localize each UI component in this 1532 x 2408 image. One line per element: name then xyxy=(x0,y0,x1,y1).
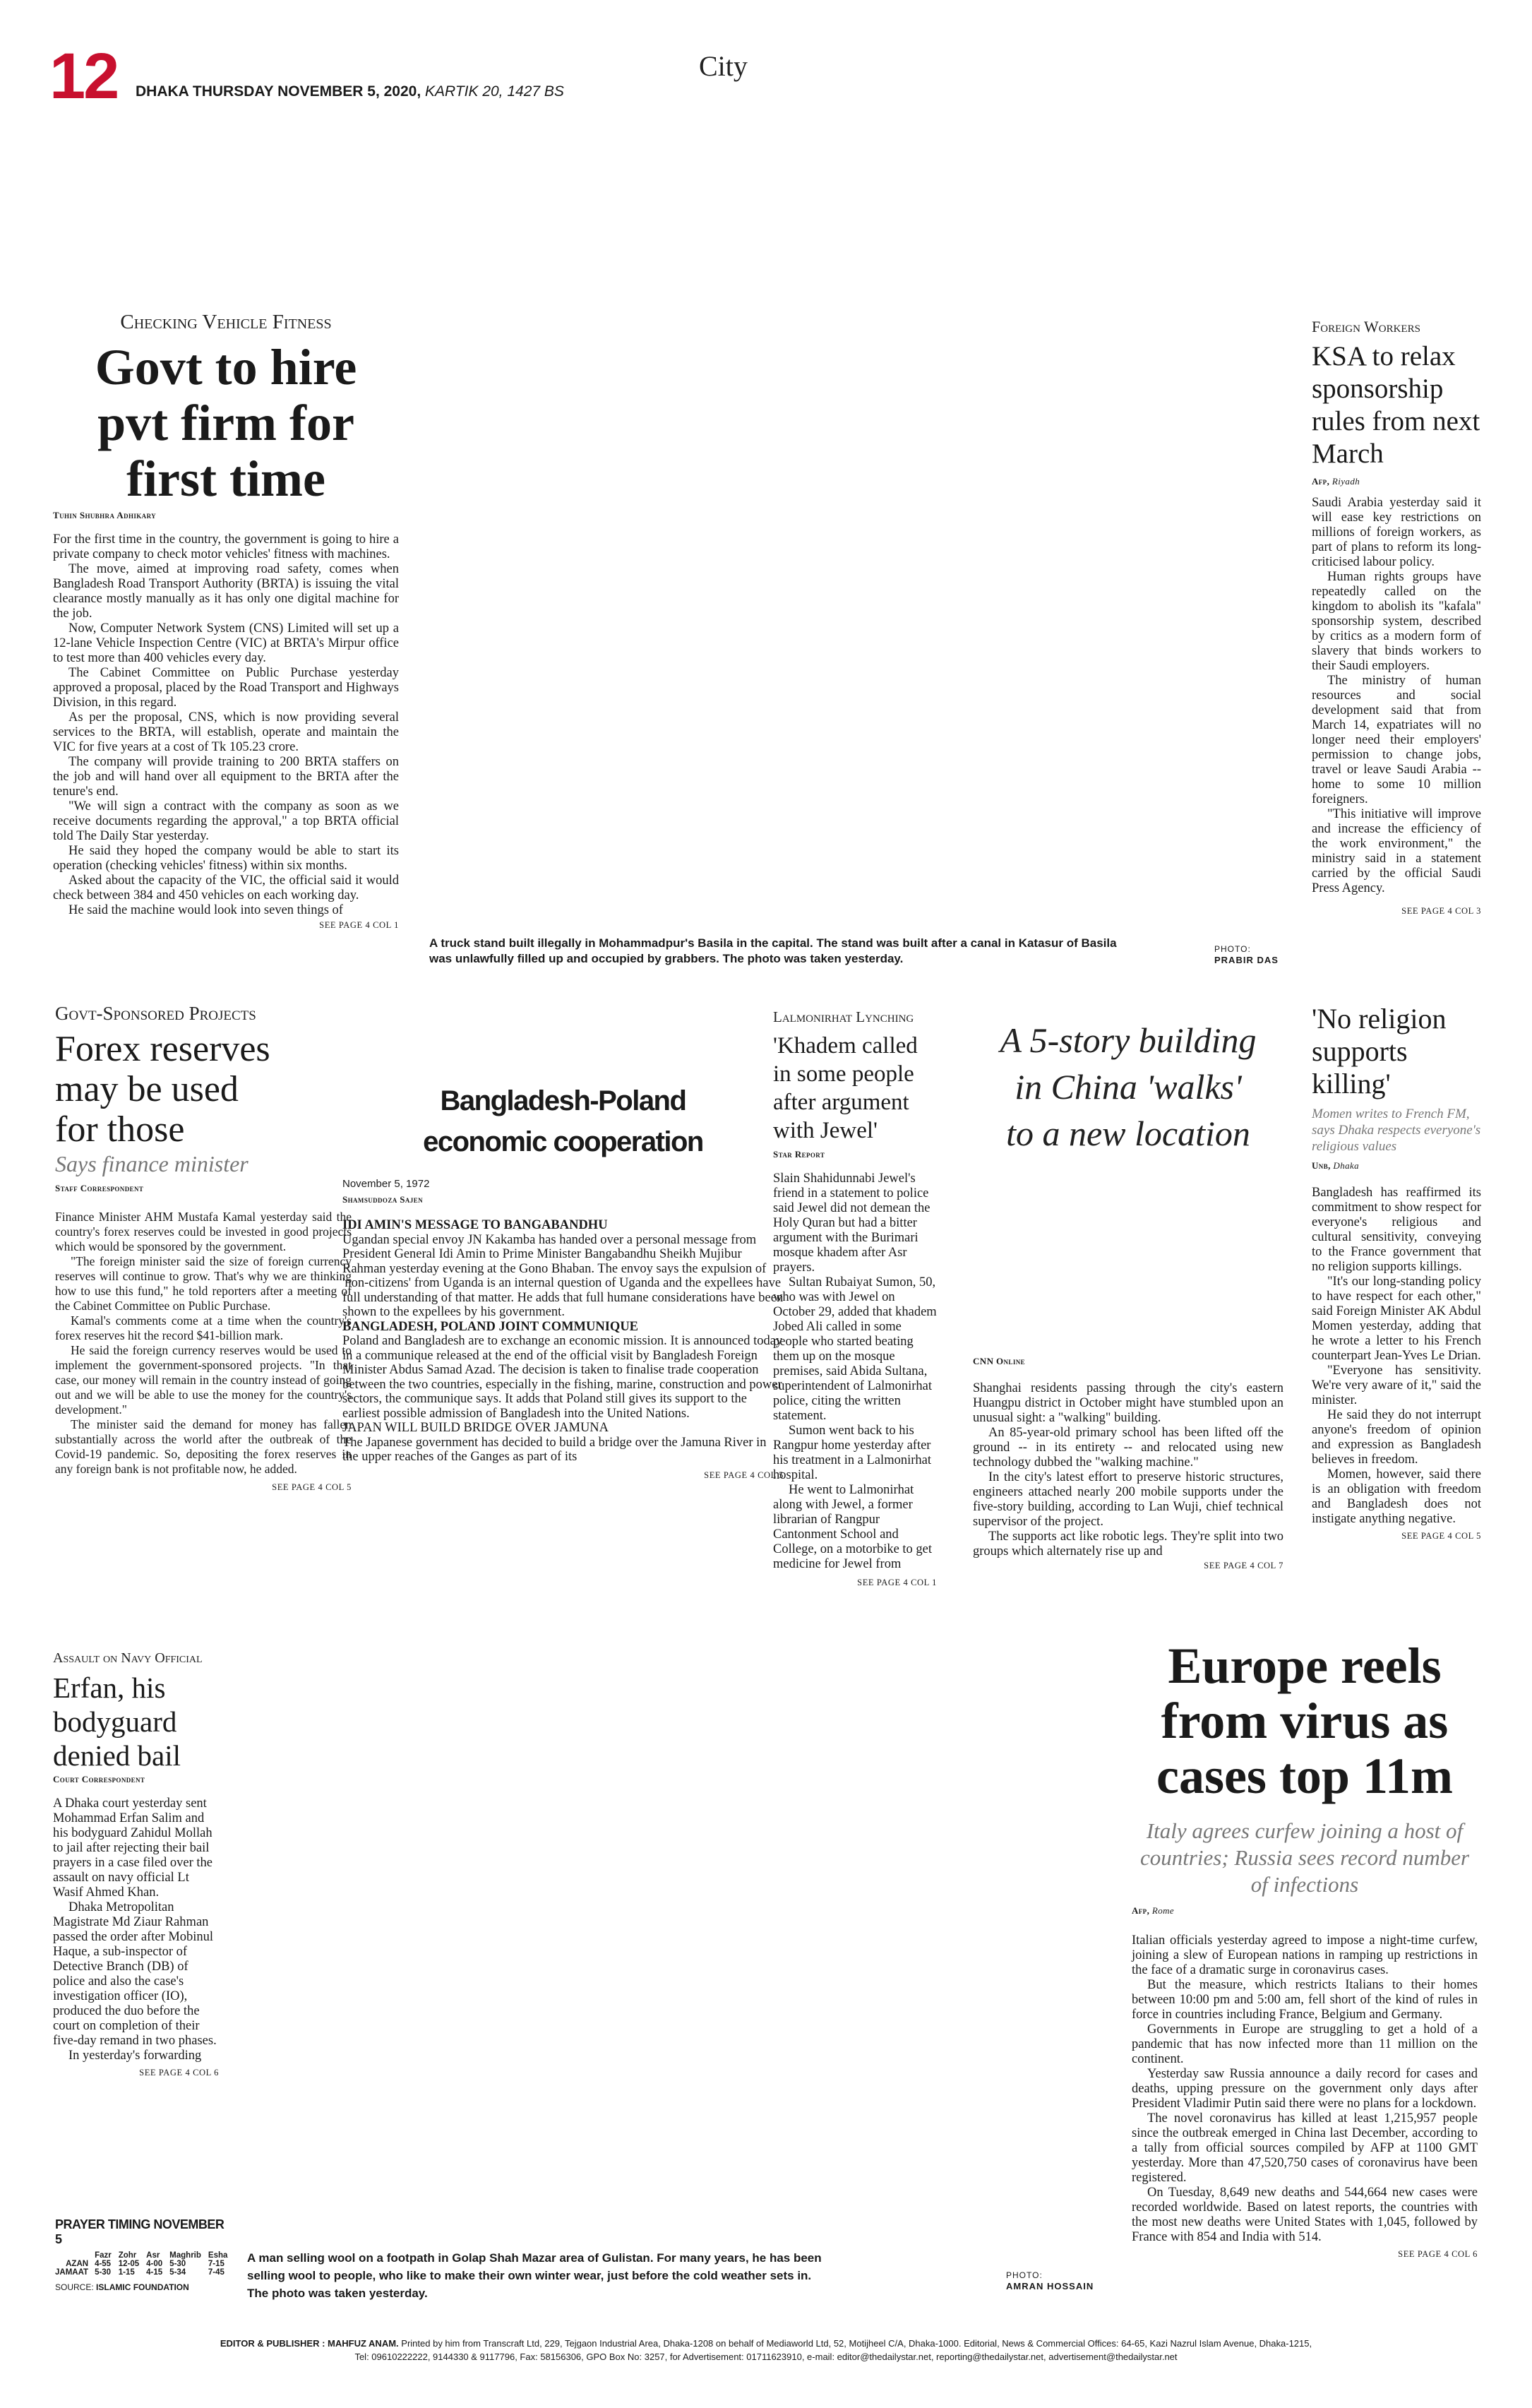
europe-headline xyxy=(1132,1638,1478,1804)
prayer-table-header-cell: Asr xyxy=(146,2251,160,2260)
vehicle-paragraph: "We will sign a contract with the company as soon as we receive documents regarding the approval," a top BRTA official told The Daily Star yesterday. xyxy=(53,799,399,843)
poland-paragraph: Poland and Bangladesh are to exchange an economic mission. It is announced today in a communique released at the end of the official visit by Bangladesh Foreign Minister Abdus Samad Azad. The decision is taken to finalise trade cooperation between the two countries, especially in the fishing, marine, construction and power sectors, the communique says. It adds that Poland still gives its support to the earliest possible admission of Bangladesh into the United Nations. xyxy=(342,1334,783,1421)
vehicle-headline-line-1: Govt to hire xyxy=(95,339,357,395)
forex-kicker: Govt-Sponsored Projects xyxy=(55,1003,256,1024)
prayer-table-cell: 5-30 xyxy=(95,2268,112,2277)
forex-body xyxy=(55,1210,352,1477)
prayer-table-cell: 4-00 xyxy=(146,2260,163,2268)
imprint-line-2: Tel: 09610222222, 9144330 & 9117796, Fax: 58156306, GPO Box No: 3257, for Advertisement: 01711623910, e-mail: editor@thedailystar.net, reporting@thedailystar.net, advertisement@thedailystar.net xyxy=(354,2352,1178,2362)
poland-subhead-amin: IDI AMIN'S MESSAGE TO BANGABANDHU xyxy=(342,1218,608,1232)
prayer-source-name: ISLAMIC FOUNDATION xyxy=(96,2282,189,2292)
poland-subhead-communique: BANGLADESH, POLAND JOINT COMMUNIQUE xyxy=(342,1319,639,1334)
europe-headline-line-1: Europe reels xyxy=(1168,1638,1442,1694)
ksa-see-page: SEE PAGE 4 COL 3 xyxy=(1401,906,1481,916)
europe-paragraph: On Tuesday, 8,649 new deaths and 544,664 new cases were recorded worldwide. Based on latest reports, the countries with the most new deaths were United States with 1,045, followed by France with 854 and India with 514. xyxy=(1132,2186,1478,2244)
china-paragraph: Shanghai residents passing through the city's eastern Huangpu district in October might have stumbled upon an unusual sight: a "walking" building. xyxy=(973,1381,1283,1425)
china-byline: CNN Online xyxy=(973,1356,1026,1366)
europe-byline-place: Rome xyxy=(1151,1905,1175,1916)
photo-credit-name: PRABIR DAS xyxy=(1214,955,1279,965)
poland-byline: Shamsuddoza Sajen xyxy=(342,1194,424,1205)
wool-seller-caption: A man selling wool on a footpath in Golap Shah Mazar area of Gulistan. For many years, he has been selling wool to people, who like to make their own winter wear, just before the cold weather sets in. The photo was taken yesterday. xyxy=(247,2251,822,2300)
religion-paragraph: "It's our long-standing policy to have respect for each other," said Foreign Minister AK Abdul Momen yesterday, adding that he wrote a letter to his French counterpart Jean-Yves Le Drian. xyxy=(1312,1275,1481,1363)
vehicle-paragraph: The company will provide training to 200 BRTA staffers on the job and will hand over all equipment to the BRTA after the tenure's end. xyxy=(53,755,399,799)
erfan-kicker: Assault on Navy Official xyxy=(53,1650,203,1666)
lalmonirhat-paragraph: He went to Lalmonirhat along with Jewel, a former librarian of Rangpur Cantonment School and College, on a motorbike to get medicine for Jewel from xyxy=(773,1483,933,1571)
forex-paragraph: Kamal's comments come at a time when the country's forex reserves hit the record $41-billion mark. xyxy=(55,1313,352,1342)
wool-seller-photo xyxy=(244,1638,1091,2246)
china-see-page: SEE PAGE 4 COL 7 xyxy=(1204,1561,1283,1570)
erfan-headline-line-3: denied bail xyxy=(53,1739,181,1772)
prayer-table-cell: 5-34 xyxy=(169,2268,186,2277)
prayer-timing-source xyxy=(55,2282,232,2292)
vehicle-see-page: SEE PAGE 4 COL 1 xyxy=(319,920,399,930)
lalmonirhat-byline: Star Report xyxy=(773,1149,825,1160)
prayer-timing-title: PRAYER TIMING NOVEMBER 5 xyxy=(55,2217,225,2246)
china-paragraph: In the city's latest effort to preserve historic structures, engineers attached nearly 200 mobile supports under the five-story building, according to Lan Wuji, chief technical supervisor of the project. xyxy=(973,1470,1283,1529)
dateline xyxy=(136,83,564,100)
poland-subhead-jamuna: JAPAN WILL BUILD BRIDGE OVER JAMUNA xyxy=(342,1421,609,1435)
erfan-body xyxy=(53,1796,219,2063)
religion-see-page: SEE PAGE 4 COL 5 xyxy=(1401,1531,1481,1541)
vehicle-paragraph: He said the machine would look into seven things of xyxy=(68,903,343,917)
europe-paragraph: Italian officials yesterday agreed to impose a night-time curfew, joining a slew of European nations in ramping up restrictions in the face of a dramatic surge in coronavirus cases. xyxy=(1132,1933,1478,1977)
china-headline-line-3: to a new location xyxy=(1006,1114,1250,1153)
religion-byline xyxy=(1312,1160,1481,1172)
vehicle-body xyxy=(53,532,399,918)
ksa-headline: KSA to relax sponsorship rules from next March xyxy=(1312,341,1480,469)
prayer-table-cell: 4-55 xyxy=(95,2260,112,2268)
prayer-table-cell: 5-30 xyxy=(169,2260,186,2268)
poland-headline: Bangladesh-Poland economic cooperation xyxy=(423,1085,703,1157)
prayer-table-cell: 12-05 xyxy=(118,2260,140,2268)
forex-paragraph: Finance Minister AHM Mustafa Kamal yesterday said the country's forex reserves could be invested in good projects which would be sponsored by the government. xyxy=(55,1210,352,1253)
forex-paragraph: "The foreign minister said the size of foreign currency reserves will continue to grow. That's why we are thinking how to use this fund," he told reporters after a meeting of the Cabinet Committee on Public Purchase. xyxy=(55,1254,352,1313)
europe-byline-agency: Afp, xyxy=(1132,1905,1150,1916)
imprint-address: Printed by him from Transcraft Ltd, 229, Tejgaon Industrial Area, Dhaka-1208 on behalf of Mediaworld Ltd, 52, Motijheel C/A, Dhaka-1000. Editorial, News & Commercial Offices: 64-65, Kazi Nazrul Islam Avenue, Dhaka-1215, xyxy=(401,2338,1312,2349)
religion-paragraph: Bangladesh has reaffirmed its commitment to show respect for everyone's religious and cultural sensitivity, conveying to the France government that no religion supports killings. xyxy=(1312,1186,1481,1274)
vehicle-headline-line-3: first time xyxy=(126,451,325,507)
religion-byline-agency: Unb, xyxy=(1312,1160,1331,1171)
ksa-byline-agency: Afp, xyxy=(1312,476,1330,487)
ksa-paragraph: The ministry of human resources and social development said that from March 14, expatriates will no longer need their employers' permission to change jobs, travel or leave Saudi Arabia -- home to some 10 million foreigners. xyxy=(1312,674,1481,806)
imprint-line-1 xyxy=(42,2337,1490,2350)
prayer-table-header-cell: Maghrib xyxy=(169,2251,201,2260)
vehicle-paragraph: Asked about the capacity of the VIC, the official said it would check between 384 and 450 vehicles on each working day. xyxy=(53,874,399,902)
prayer-table-cell: 1-15 xyxy=(118,2268,135,2277)
vehicle-byline: Tuhin Shubhra Adhikary xyxy=(53,510,157,520)
religion-headline: 'No religion supports killing' xyxy=(1312,1003,1447,1099)
europe-byline xyxy=(1132,1905,1478,1917)
china-building-photo xyxy=(973,1179,1283,1342)
religion-body xyxy=(1312,1186,1481,1527)
europe-headline-line-3: cases top 11m xyxy=(1156,1748,1453,1804)
china-paragraph: An 85-year-old primary school has been lifted off the ground -- in its entirety -- and relocated using new technology dubbed the "walking machine." xyxy=(973,1426,1283,1470)
forex-headline xyxy=(55,1029,352,1150)
photo-credit-label: PHOTO: xyxy=(1214,944,1251,954)
vehicle-paragraph: The move, aimed at improving road safety, comes when Bangladesh Road Transport Authority (BRTA) is issuing the vital clearance mostly manually as it has only one digital machine for the job. xyxy=(53,562,399,621)
poland-story xyxy=(342,1080,784,1481)
wool-seller-photo-credit xyxy=(1006,2270,1119,2292)
china-headline-line-2: in China 'walks' xyxy=(1015,1067,1242,1107)
europe-paragraph: The novel coronavirus has killed at least 1,215,957 people since the outbreak emerged in China last December, according to a tally from official sources compiled by AFP at 1100 GMT yesterday. More than 47,520,750 cases of coronavirus have been registered. xyxy=(1132,2111,1478,2185)
china-paragraph: The supports act like robotic legs. They're split into two groups which alternately rise up and xyxy=(973,1530,1283,1558)
prayer-source-label: SOURCE: xyxy=(55,2282,94,2292)
europe-subhead: Italy agrees curfew joining a host of countries; Russia sees record number of infections xyxy=(1139,1818,1470,1897)
lalmonirhat-paragraph: Slain Shahidunnabi Jewel's friend in a statement to police said Jewel did not demean the Holy Quran but had a bitter argument with the Burimari mosque khadem after Asr prayers. xyxy=(773,1172,930,1275)
ksa-body xyxy=(1312,496,1481,896)
lalmonirhat-headline: 'Khadem called in some people after argument with Jewel' xyxy=(773,1033,918,1143)
prayer-table-row xyxy=(55,2268,231,2277)
prayer-table-header-cell xyxy=(55,2251,91,2260)
truck-stand-photo xyxy=(429,311,1269,932)
ksa-byline-place: Riyadh xyxy=(1331,476,1360,487)
forex-headline-line-3: for those xyxy=(55,1109,185,1150)
lalmonirhat-paragraph: Sultan Rubaiyat Sumon, 50, who was with Jewel on October 29, added that khadem Jobed Ali called in some people who started beating them up on the mosque premises, said Abida Sultana, superintendent of Lalmonirhat police, citing the written statement. xyxy=(773,1275,937,1423)
vehicle-paragraph: Now, Computer Network System (CNS) Limited will set up a 12-lane Vehicle Inspection Centre (VIC) at BRTA's Mirpur office to test more than 400 vehicles every day. xyxy=(53,621,399,665)
prayer-table-header-row xyxy=(55,2251,231,2260)
poland-paragraph: Ugandan special envoy JN Kakamba has handed over a personal message from President General Idi Amin to Prime Minister Bangabandhu Sheikh Mujibur Rahman yesterday evening at the Gono Bhaban. The envoy says the expulsion of 'non-citizens' from Uganda is an internal question of Uganda and the expellees have full understanding of that matter. He adds that full humane considerations have been shown to the expellees by his government. xyxy=(342,1232,784,1319)
vehicle-paragraph: The Cabinet Committee on Public Purchase yesterday approved a proposal, placed by the Road Transport and Highways Division, in this regard. xyxy=(53,666,399,710)
imprint-footer xyxy=(42,2337,1490,2364)
vehicle-paragraph: For the first time in the country, the government is going to hire a private company to check motor vehicles' fitness with machines. xyxy=(53,532,399,561)
forex-subhead: Says finance minister xyxy=(55,1151,249,1176)
europe-paragraph: But the measure, which restricts Italians to their homes between 10:00 pm and 5:00 am, fell short of the kind of rules in force in countries including France, Belgium and Germany. xyxy=(1132,1978,1478,2022)
prayer-table-cell: 7-15 xyxy=(208,2260,225,2268)
prayer-timing-table xyxy=(55,2251,231,2277)
poland-paragraph: The Japanese government has decided to build a bridge over the Jamuna River in the upper reaches of the Ganges as part of its xyxy=(342,1435,767,1464)
erfan-byline: Court Correspondent xyxy=(53,1774,145,1784)
prayer-table-cell: 7-45 xyxy=(208,2268,225,2277)
vehicle-paragraph: As per the proposal, CNS, which is now providing several services to the BRTA, will establish, operate and maintain the VIC for five years at a cost of Tk 105.23 crore. xyxy=(53,710,399,754)
forex-paragraph: The minister said the demand for money has fallen substantially across the world after the outbreak of the Covid-19 pandemic. So, depositing the forex reserves in any foreign bank is not profitable now, he added. xyxy=(55,1417,352,1476)
prayer-table-header-cell: Zohr xyxy=(118,2251,137,2260)
poland-date: November 5, 1972 xyxy=(342,1178,430,1190)
forex-see-page: SEE PAGE 4 COL 5 xyxy=(272,1482,352,1492)
china-headline-line-1: A 5-story building xyxy=(1000,1020,1257,1060)
china-body xyxy=(973,1381,1283,1559)
religion-paragraph: "Everyone has sensitivity. We're very aware of it," said the minister. xyxy=(1312,1364,1481,1407)
europe-headline-line-2: from virus as xyxy=(1161,1693,1449,1749)
dateline-date: DHAKA THURSDAY NOVEMBER 5, 2020, xyxy=(136,83,421,100)
imprint-editor: EDITOR & PUBLISHER : MAHFUZ ANAM. xyxy=(220,2338,399,2349)
truck-stand-caption: A truck stand built illegally in Mohammadpur's Basila in the capital. The stand was built after a canal in Katasur of Basila was unlawfully filled up and occupied by grabbers. The photo was taken yesterday. xyxy=(429,936,1117,965)
erfan-headline-line-2: bodyguard xyxy=(53,1705,177,1738)
vehicle-story xyxy=(53,311,399,931)
ksa-kicker: Foreign Workers xyxy=(1312,318,1420,335)
europe-see-page: SEE PAGE 4 COL 6 xyxy=(1398,2249,1478,2259)
religion-paragraph: Momen, however, said there is an obligation with freedom and Bangladesh does not instigate anything negative. xyxy=(1312,1467,1481,1526)
lalmonirhat-see-page: SEE PAGE 4 COL 1 xyxy=(857,1578,937,1587)
photo-credit-name: AMRAN HOSSAIN xyxy=(1006,2281,1094,2291)
vehicle-paragraph: He said they hoped the company would be able to start its operation (checking vehicles' fitness) within six months. xyxy=(53,844,399,873)
europe-story xyxy=(1132,1638,1478,2260)
erfan-see-page: SEE PAGE 4 COL 6 xyxy=(139,2068,219,2078)
lalmonirhat-kicker: Lalmonirhat Lynching xyxy=(773,1008,914,1025)
erfan-paragraph: A Dhaka court yesterday sent Mohammad Erfan Salim and his bodyguard Zahidul Mollah to jail after rejecting their bail prayers in a case filed over the assault on navy official Lt Wasif Ahmed Khan. xyxy=(53,1796,213,1900)
forex-headline-line-1: Forex reserves xyxy=(55,1029,270,1069)
prayer-table-header-cell: Esha xyxy=(208,2251,228,2260)
prayer-timing-box xyxy=(55,2217,232,2292)
vehicle-headline-line-2: pvt firm for xyxy=(97,395,354,451)
ksa-byline xyxy=(1312,476,1481,487)
europe-paragraph: Governments in Europe are struggling to get a hold of a pandemic that has now infected more than 11 million on the continent. xyxy=(1132,2022,1478,2066)
religion-paragraph: He said they do not interrupt anyone's freedom of opinion and expression as Bangladesh believes in freedom. xyxy=(1312,1408,1481,1467)
ksa-paragraph: Saudi Arabia yesterday said it will ease key restrictions on millions of foreign workers, as part of plans to reform its long-criticised labour policy. xyxy=(1312,496,1481,569)
erfan-headline xyxy=(53,1671,219,1772)
poland-see-page: SEE PAGE 4 COL 5 xyxy=(704,1470,784,1480)
forex-headline-line-2: may be used xyxy=(55,1069,239,1109)
forex-byline: Staff Correspondent xyxy=(55,1183,144,1193)
ksa-paragraph: "This initiative will improve and increase the efficiency of the work environment," the ministry said in a statement carried by the official Saudi Press Agency. xyxy=(1312,807,1481,895)
section-name: City xyxy=(699,50,748,82)
prayer-table-header-cell: Fazr xyxy=(95,2251,112,2260)
erfan-story xyxy=(53,1650,219,2078)
forex-paragraph: He said the foreign currency reserves would be used to implement the government-sponsored projects. "In that case, our money will remain in the country instead of going out and we will be able to use the money for the country's development." xyxy=(55,1343,352,1417)
forex-story xyxy=(55,1003,352,1493)
religion-story xyxy=(1312,1003,1481,1542)
dateline-bangla: KARTIK 20, 1427 BS xyxy=(425,83,564,100)
ksa-paragraph: Human rights groups have repeatedly called on the kingdom to abolish its "kafala" sponsorship system, described by critics as a modern form of slavery that binds workers to their Saudi employers. xyxy=(1312,570,1481,673)
lalmonirhat-story xyxy=(773,1008,937,1588)
poland-body xyxy=(342,1218,784,1465)
lalmonirhat-body xyxy=(773,1172,937,1572)
prayer-table-cell: AZAN xyxy=(66,2260,89,2268)
china-story xyxy=(973,1017,1283,1571)
erfan-paragraph: In yesterday's forwarding xyxy=(68,2049,202,2063)
europe-body xyxy=(1132,1933,1478,2245)
vehicle-headline xyxy=(53,340,399,507)
religion-byline-place: Dhaka xyxy=(1333,1160,1360,1171)
photo-credit-label: PHOTO: xyxy=(1006,2270,1043,2280)
prayer-table-cell: 4-15 xyxy=(146,2268,163,2277)
vehicle-kicker: Checking Vehicle Fitness xyxy=(120,311,332,333)
erfan-paragraph: Dhaka Metropolitan Magistrate Md Ziaur Rahman passed the order after Mobinul Haque, a sub-inspector of Detective Branch (DB) of police and also the case's investigation officer (IO), produced the duo before the court on completion of their five-day remand in two phases. xyxy=(53,1900,217,2048)
lalmonirhat-paragraph: Sumon went back to his Rangpur home yesterday after his treatment in a Lalmonirhat hospital. xyxy=(773,1424,931,1482)
erfan-headline-line-1: Erfan, his xyxy=(53,1671,166,1704)
religion-subhead: Momen writes to French FM, says Dhaka respects everyone's religious values xyxy=(1312,1107,1481,1154)
china-headline xyxy=(973,1017,1283,1157)
prayer-table-cell: JAMAAT xyxy=(55,2268,89,2277)
prayer-table-row xyxy=(55,2260,231,2268)
page-number: 12 xyxy=(49,40,118,112)
ksa-story xyxy=(1312,318,1481,917)
truck-stand-photo-credit xyxy=(1214,944,1285,966)
europe-paragraph: Yesterday saw Russia announce a daily record for cases and deaths, upping pressure on the government only days after President Vladimir Putin said there were no plans for a lockdown. xyxy=(1132,2067,1478,2111)
